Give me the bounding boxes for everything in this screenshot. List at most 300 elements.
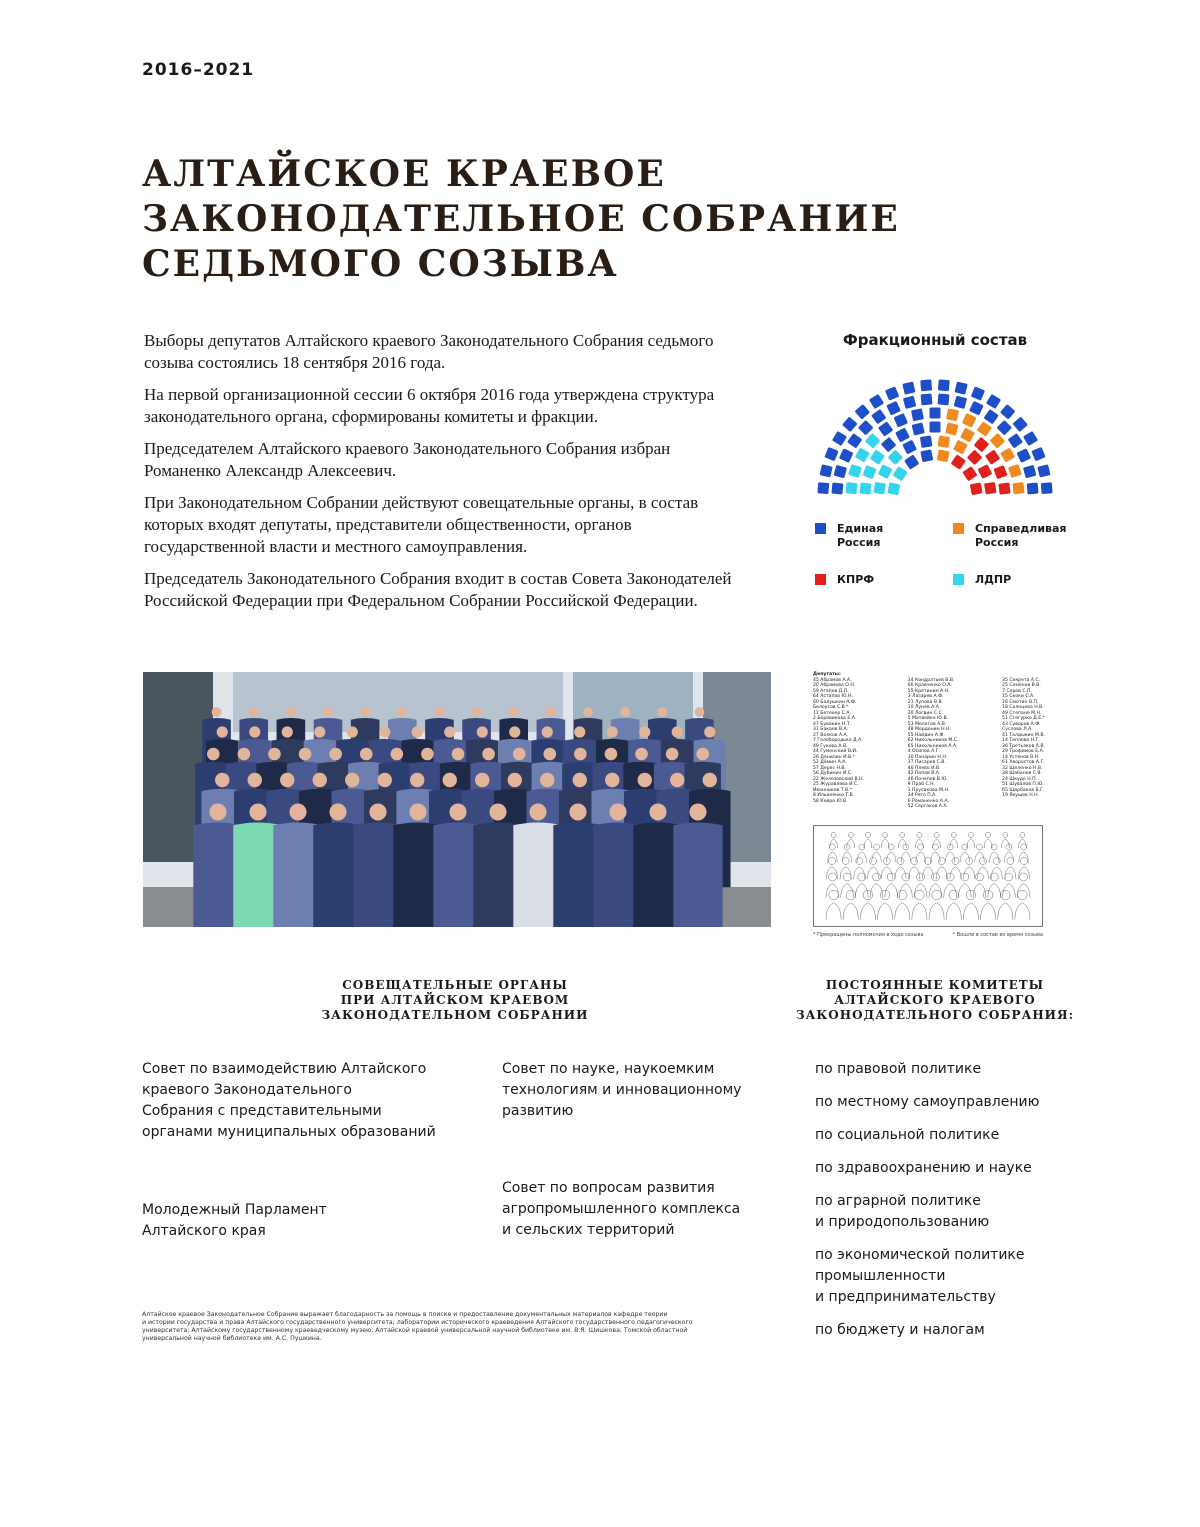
deputy-entry: 61 Хворостов А.Г. <box>1002 760 1045 765</box>
person-head <box>583 707 593 717</box>
hemicycle-seat <box>881 437 897 453</box>
body-line: агропромышленного комплекса <box>502 1201 741 1217</box>
person-head <box>638 773 652 787</box>
hemicycle-seat <box>962 413 977 428</box>
person-head <box>217 726 228 737</box>
deputy-entry: 43 Суворов А.Ф. <box>1002 721 1041 727</box>
person-head <box>215 773 229 787</box>
legend-label: ЛДПР <box>975 573 1012 586</box>
person-head <box>323 707 333 717</box>
sketch-notes <box>813 932 1043 938</box>
advisory-body-4 <box>502 1178 740 1241</box>
person-head <box>666 748 679 761</box>
hemicycle-seat <box>1016 448 1031 463</box>
heading-line: ЗАКОНОДАТЕЛЬНОГО СОБРАНИЯ: <box>795 1008 1075 1022</box>
hemicycle-seat <box>930 422 941 433</box>
hemicycle-seat <box>1008 464 1022 478</box>
hemicycle-seat <box>960 428 975 443</box>
deputy-entry: 9 Праб С.Н. <box>907 782 936 787</box>
person-head <box>249 707 259 717</box>
person-head <box>397 707 407 717</box>
deputy-entry: 7 Голобородько Д.А. <box>813 738 863 743</box>
committee-item <box>815 1320 1039 1341</box>
legend-fair-russia <box>953 522 1073 552</box>
hemicycle-seat <box>953 440 968 455</box>
hemicycle-seat <box>984 409 999 424</box>
deputies-column <box>1002 672 1045 810</box>
hemicycle-seat <box>945 422 958 435</box>
body-line: развитию <box>502 1103 574 1119</box>
person-head <box>248 773 262 787</box>
hemicycle-seat <box>832 431 847 446</box>
person-head <box>609 803 626 820</box>
deputy-entry: 10 Лунев А.А. <box>907 705 941 710</box>
deputy-entry: 56 Дубинин И.С. <box>813 771 853 776</box>
hemicycle-seat <box>984 482 997 495</box>
deputy-entry: 58 Кейро Ю.В. <box>813 798 848 804</box>
deputy-entry: 15 Скоки С.А. <box>1002 694 1035 699</box>
deputy-entry: 57 Дерес Н.В. <box>813 765 846 771</box>
committee-line: по аграрной политике <box>815 1193 981 1209</box>
hemicycle-seat <box>985 450 1000 465</box>
deputy-entry: 4 Осипов А.Г. <box>907 749 940 754</box>
group-photo <box>143 672 771 927</box>
deputy-entry: 18 Солнцева Н.В. <box>1002 705 1044 710</box>
person-head <box>282 726 293 737</box>
hemicycle-seat <box>997 420 1013 436</box>
deputy-entry: 34 Кондратьев В.В. <box>907 677 955 683</box>
years-label: 2016–2021 <box>142 60 255 80</box>
faction-hemicycle-chart <box>815 373 1055 499</box>
person-head <box>347 726 358 737</box>
person-head <box>238 748 251 761</box>
advisory-body-2 <box>502 1059 741 1122</box>
deputy-entry: 20 Абрамова О.Н. <box>813 683 856 688</box>
hemicycle-seat <box>1027 483 1039 495</box>
deputy-entry: 53 Молотов А.В. <box>907 721 947 727</box>
hemicycle-seat <box>920 435 933 448</box>
person-head <box>639 726 650 737</box>
hemicycle-seat <box>886 401 901 416</box>
hemicycle-seat <box>951 454 966 469</box>
hemicycle-seat <box>902 381 915 394</box>
hemicycle-seat <box>903 396 916 409</box>
deputy-entry: 40 Плево И.В. <box>907 765 941 771</box>
person-head <box>569 803 586 820</box>
deputies-column <box>813 672 864 810</box>
hemicycle-seat <box>848 464 862 478</box>
deputy-entry: 5 Матвейко Ю.В. <box>907 716 949 721</box>
hemicycle-seat <box>895 428 910 443</box>
hemicycle-seat <box>878 421 893 436</box>
title-line: СЕДЬМОГО СОЗЫВА <box>142 243 619 285</box>
heading-line: ПОСТОЯННЫЕ КОМИТЕТЫ <box>825 978 1045 992</box>
person-head <box>360 707 370 717</box>
hemicycle-seat <box>1000 447 1015 462</box>
hemicycle-seat <box>946 408 959 421</box>
person-head <box>299 748 312 761</box>
person-head <box>704 726 715 737</box>
person-figure <box>673 822 722 927</box>
hemicycle-seat <box>969 401 984 416</box>
committee-line: по местному самоуправлению <box>815 1094 1040 1110</box>
hemicycle-seat <box>1008 433 1023 448</box>
person-head <box>573 773 587 787</box>
person-head <box>477 726 488 737</box>
footnote-line: университета; Алтайскому государственному краеведческому музею; Алтайской краевой универсальной научной библиотеке им. В.Я. Шишкова; Томской областной <box>142 1327 688 1334</box>
deputies-column <box>908 672 959 810</box>
hemicycle-seat <box>954 396 967 409</box>
hemicycle-seat <box>839 448 854 463</box>
deputy-entry: 30 Панарин Н.Н. <box>907 754 948 760</box>
person-head <box>409 803 426 820</box>
body-line: Молодежный Парламент <box>142 1202 327 1218</box>
hemicycle-seat <box>1012 417 1028 433</box>
advisory-body-3 <box>142 1200 327 1242</box>
person-head <box>694 707 704 717</box>
deputy-entry: 2 Боровикова Е.А. <box>813 716 857 721</box>
deputy-entry: 6 Романенко А.А. <box>907 798 949 804</box>
deputy-entry: 3 Лазарев А.Ф. <box>907 694 944 699</box>
hemicycle-seat <box>1012 482 1024 494</box>
deputy-entry: 14 Теплова Н.Г. <box>1002 738 1040 743</box>
page-title <box>142 152 900 287</box>
person-head <box>249 726 260 737</box>
hemicycle-seat <box>998 482 1010 494</box>
deputy-entry: 44 Гуменский В.И. <box>813 749 858 754</box>
heading-line: АЛТАЙСКОГО КРАЕВОГО <box>834 993 1036 1007</box>
person-head <box>286 707 296 717</box>
hemicycle-seat <box>977 421 992 436</box>
hemicycle-seat <box>831 483 843 495</box>
body-line: Собрания с представительными <box>142 1103 382 1119</box>
person-head <box>605 748 618 761</box>
legend-united-russia <box>815 522 935 552</box>
hemicycle-seat <box>990 433 1006 449</box>
legend-label: Единая Россия <box>837 522 884 549</box>
legend-swatch <box>953 574 964 585</box>
deputy-entry: 48 Мордонин Н.Н. <box>907 727 951 732</box>
person-head <box>391 748 404 761</box>
legend-swatch <box>953 523 964 534</box>
heading-line: ПРИ АЛТАЙСКОМ КРАЕВОМ <box>340 993 570 1007</box>
hemicycle-seat <box>892 466 907 481</box>
person-head <box>410 773 424 787</box>
deputy-entry: 66 Кравченко О.А. <box>907 683 952 688</box>
hemicycle-seat <box>845 482 857 494</box>
legend-swatch <box>815 574 826 585</box>
person-head <box>546 707 556 717</box>
sketch-note: * Прекращены полномочия в ходе созыва <box>813 932 924 938</box>
deputy-entry: 42 Попов В.А. <box>907 771 941 776</box>
hemicycle-seat <box>887 482 900 495</box>
legend-ldpr <box>953 573 1073 589</box>
heading-line: СОВЕЩАТЕЛЬНЫЕ ОРГАНЫ <box>342 978 568 992</box>
hemicycle-seat <box>1031 447 1045 461</box>
committee-line: по правовой политике <box>815 1061 982 1077</box>
person-head <box>452 748 465 761</box>
deputy-entry: 36 Третьяков А.В. <box>1002 743 1045 749</box>
deputy-entry: 11 Бетехер С.А. <box>813 710 851 716</box>
hemicycle-seat <box>902 440 917 455</box>
committee-line: и предпринимательству <box>815 1289 996 1305</box>
deputy-entry: 38 Шабанов С.В. <box>1002 771 1042 776</box>
hemicycle-seat <box>858 420 874 436</box>
person-head <box>540 773 554 787</box>
deputy-entry: 31 Бакаев В.А. <box>813 727 849 732</box>
committees-heading <box>790 978 1080 1023</box>
title-line: АЛТАЙСКОЕ КРАЕВОЕ <box>142 153 666 195</box>
hemicycle-seat <box>855 447 870 462</box>
hemicycle-seat <box>967 450 983 466</box>
hemicycle-seat <box>862 465 876 479</box>
deputy-entry: 29 Трофимов Е.А. <box>1002 749 1045 754</box>
person-head <box>329 803 346 820</box>
deputy-entry: 46 Почепов В.Ю. <box>907 776 948 782</box>
committee-item <box>815 1125 1039 1146</box>
hemicycle-seat <box>962 466 977 481</box>
person-head <box>313 773 327 787</box>
intro-paragraph: Председатель Законодательного Собрания входит в состав Совета Законодателей Российской Федерации при Федеральном Собрании Российской Федерации. <box>144 569 732 610</box>
person-head <box>268 748 281 761</box>
person-head <box>657 707 667 717</box>
deputies-heading: Депутаты: <box>813 672 841 677</box>
person-head <box>475 773 489 787</box>
person-head <box>696 748 709 761</box>
footnote-line: универсальной научной библиотеке им. А.С. Пушкина. <box>142 1335 322 1342</box>
deputy-entry: 51 Шувалов П.Ю. <box>1002 782 1044 787</box>
hemicycle-seat <box>834 465 847 478</box>
deputy-entry: Суслова Л.А. <box>1002 727 1033 732</box>
person-head <box>605 773 619 787</box>
intro-paragraph: Председателем Алтайского краевого Законодательного Собрания избран Романенко Александр Алексеевич. <box>144 439 671 480</box>
person-head <box>378 773 392 787</box>
committee-line: по бюджету и налогам <box>815 1322 985 1338</box>
acknowledgement-footnote <box>142 1311 742 1343</box>
deputy-entry: 52 Сергаков А.А. <box>907 804 949 809</box>
hemicycle-seat <box>1023 465 1036 478</box>
committee-line: по здравоохранению и науке <box>815 1160 1032 1176</box>
hemicycle-seat <box>921 393 933 405</box>
deputy-entry: 41 Талдыкин М.В. <box>1002 732 1045 738</box>
legend-swatch <box>815 523 826 534</box>
deputy-entry: 14 Устенов В.Н. <box>1002 754 1040 760</box>
intro-text <box>144 330 744 622</box>
deputy-entry: 51 Стегурко Д.Е.* <box>1002 716 1045 721</box>
hemicycle-seat <box>859 482 871 494</box>
hemicycle-seat <box>888 450 904 466</box>
deputy-entry: 22 Железовский В.Н. <box>813 776 865 782</box>
person-head <box>489 803 506 820</box>
hemicycle-seat <box>978 464 993 479</box>
hemicycle-seat <box>871 409 886 424</box>
deputy-entry: 26 Данилин И.В.* <box>813 754 855 760</box>
body-line: органами муниципальных образований <box>142 1124 436 1140</box>
legend-label: КПРФ <box>837 573 875 586</box>
hemicycle-seat <box>920 379 932 391</box>
committee-line: по экономической политике <box>815 1247 1025 1263</box>
person-head <box>509 707 519 717</box>
deputy-entry: Белоусов С.В.* <box>813 705 849 710</box>
deputy-entry: 65 Никольников А.А. <box>907 743 958 749</box>
person-head <box>672 726 683 737</box>
deputy-entry: 32 Щеленко Н.В. <box>1002 765 1043 771</box>
deputy-entry: 7 Серов С.П. <box>1002 688 1032 694</box>
person-head <box>509 726 520 737</box>
hemicycle-seat <box>817 482 829 494</box>
deputy-entry: 24 Шкудо Н.П. <box>1002 776 1038 782</box>
person-head <box>209 803 226 820</box>
person-head <box>345 773 359 787</box>
person-head <box>369 803 386 820</box>
legend-label: Справедливая Россия <box>975 522 1067 549</box>
deputy-entry: 47 Бувакин Н.Т. <box>813 721 852 727</box>
hemicycle-seat <box>911 408 924 421</box>
person-head <box>444 726 455 737</box>
footnote-line: Алтайское краевое Законодательное Собрание выражает благодарность за помощь в поиске и предоставление документальных материалов кафедре теории <box>142 1311 668 1318</box>
deputy-entry: 59 Агапов Д.П. <box>813 688 849 694</box>
faction-title: Фракционный состав <box>842 331 1028 349</box>
person-head <box>574 748 587 761</box>
hemicycle-seat <box>878 464 893 479</box>
person-head <box>649 803 666 820</box>
deputy-entry: 30 Логвин С.С. <box>907 710 944 716</box>
person-head <box>412 726 423 737</box>
hemicycle-seat <box>920 449 933 462</box>
person-head <box>207 748 220 761</box>
intro-paragraph: Выборы депутатов Алтайского краевого Законодательного Собрания седьмого созыва состоялись 18 сентября 2016 года. <box>144 331 714 372</box>
intro-paragraph: При Законодательном Собрании действуют совещательные органы, в состав которых входят депутаты, представители общественности, органов государственной власти и местного самоуправления. <box>144 493 699 556</box>
deputy-entry: 21 Лупова В.В. <box>907 699 944 705</box>
deputy-entry: 55 Найдин А.Ф. <box>907 732 945 738</box>
deputy-entry: 1 Прусакова М.Н. <box>907 787 950 793</box>
deputy-entry: 55 Кретинин А.Н. <box>907 688 950 694</box>
hemicycle-seat <box>1000 404 1016 420</box>
hemicycle-seat <box>1037 464 1050 477</box>
hemicycle-seat <box>971 386 985 400</box>
body-line: и сельских территорий <box>502 1222 675 1238</box>
hemicycle-seat <box>938 435 951 448</box>
person-head <box>689 803 706 820</box>
person-head <box>703 773 717 787</box>
hemicycle-seat <box>873 482 886 495</box>
person-head <box>280 773 294 787</box>
hemicycle-seat <box>912 422 925 435</box>
deputies-list <box>813 672 1045 810</box>
sketch-note: * Вошли в состав во время созыва <box>952 932 1043 938</box>
person-head <box>620 707 630 717</box>
person-head <box>574 726 585 737</box>
hemicycle-seat <box>1023 431 1038 446</box>
deputy-entry: 37 Писарев С.В. <box>907 760 946 765</box>
deputy-entry: 52 Дёмин А.А. <box>813 760 847 765</box>
hemicycle-seat <box>819 464 832 477</box>
hemicycle-seat <box>904 454 919 469</box>
hemicycle-seat <box>842 417 858 433</box>
deputy-entry: 35 Секрета А.С. <box>1002 677 1041 683</box>
person-head <box>314 726 325 737</box>
person-head <box>249 803 266 820</box>
committee-line: промышленности <box>815 1268 946 1284</box>
heading-line: ЗАКОНОДАТЕЛЬНОМ СОБРАНИИ <box>321 1008 589 1022</box>
footnote-line: и истории государства и права Алтайского государственного университета; лаборатории исторического краеведения Алтайского государственного педагогического <box>142 1319 693 1326</box>
deputy-entry: 25 Семёнов В.В. <box>1002 683 1041 688</box>
hemicycle-seat <box>894 413 909 428</box>
deputy-entry: 8 Ильиненко Т.В. <box>813 793 855 798</box>
hemicycle-seat <box>970 482 983 495</box>
body-line: Алтайского края <box>142 1223 266 1239</box>
committee-item <box>815 1158 1039 1179</box>
hemicycle-seat <box>993 465 1007 479</box>
hemicycle-seat <box>1041 482 1053 494</box>
intro-paragraph: На первой организационной сессии 6 октября 2016 года утверждена структура законодательного органа, сформированы комитеты и фракции. <box>144 385 715 426</box>
body-line: Совет по науке, наукоемким <box>502 1061 715 1077</box>
committees-list <box>815 1059 1039 1353</box>
title-line: ЗАКОНОДАТЕЛЬНОЕ СОБРАНИЕ <box>142 198 900 240</box>
committee-item <box>815 1092 1039 1113</box>
deputy-entry: 64 Астапов Ю.Н. <box>813 694 853 699</box>
deputy-entry: 60 Балушкин А.Ф. <box>813 699 857 705</box>
hemicycle-seat <box>869 394 884 409</box>
hemicycle-seat <box>930 408 941 419</box>
hemicycle-seat <box>938 393 950 405</box>
hemicycle-seat <box>870 450 885 465</box>
deputy-entry: 25 Журавлева И.С. <box>813 782 859 787</box>
photo-key-sketch <box>813 825 1043 927</box>
person-head <box>329 748 342 761</box>
deputy-entry: 62 Никольников М.С. <box>907 738 959 743</box>
hemicycle-seat <box>954 381 967 394</box>
hemicycle-seat <box>865 433 881 449</box>
deputy-entry: 45 Абрамов А.А. <box>813 677 852 683</box>
deputy-entry: 16 Смотин В.П. <box>1002 699 1039 705</box>
hemicycle-seat <box>824 447 838 461</box>
committee-item <box>815 1059 1039 1080</box>
body-line: технологиям и инновационному <box>502 1082 742 1098</box>
person-head <box>508 773 522 787</box>
person-head <box>635 748 648 761</box>
legend-kprf <box>815 573 935 589</box>
deputy-entry: 34 Рего П.А. <box>907 793 937 798</box>
person-head <box>421 748 434 761</box>
person-head <box>482 748 495 761</box>
deputy-entry: 27 Волков А.А. <box>813 732 849 738</box>
committee-item <box>815 1191 1039 1233</box>
hemicycle-seat <box>974 437 990 453</box>
hemicycle-seat <box>938 379 950 391</box>
person-head <box>670 773 684 787</box>
hemicycle-seat <box>855 404 871 420</box>
advisory-heading <box>300 978 610 1023</box>
deputy-entry: 49 Гукова А.В. <box>813 743 848 749</box>
person-head <box>513 748 526 761</box>
deputy-entry: Иванников Т.В.* <box>813 787 852 793</box>
person-head <box>529 803 546 820</box>
committee-line: и природопользованию <box>815 1214 990 1230</box>
body-line: Совет по вопросам развития <box>502 1180 715 1196</box>
hemicycle-seat <box>885 386 899 400</box>
advisory-body-1 <box>142 1059 436 1143</box>
hemicycle-seat <box>847 433 862 448</box>
person-head <box>434 707 444 717</box>
deputy-entry: 49 Степаня М.Н. <box>1002 710 1042 716</box>
person-head <box>360 748 373 761</box>
person-head <box>443 773 457 787</box>
committee-line: по социальной политике <box>815 1127 1000 1143</box>
person-head <box>607 726 618 737</box>
person-head <box>543 748 556 761</box>
person-head <box>449 803 466 820</box>
